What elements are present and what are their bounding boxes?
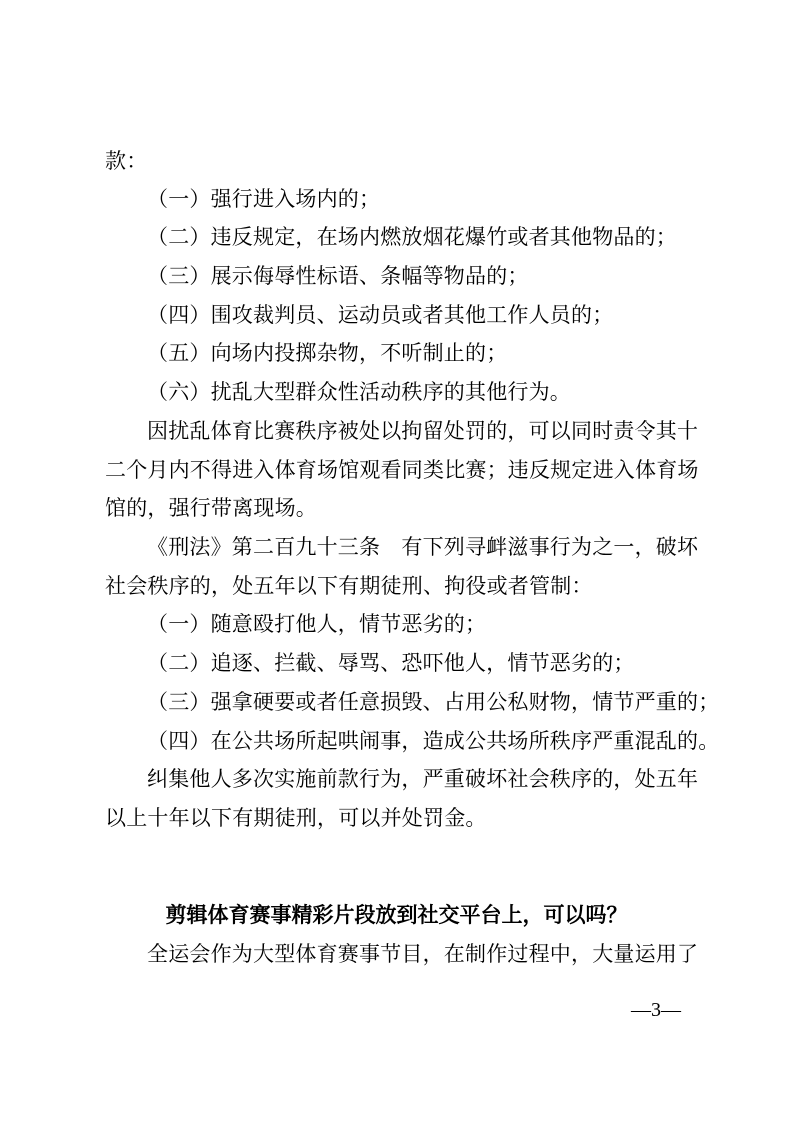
text-line: 纠集他人多次实施前款行为，严重破坏社会秩序的，处五年: [147, 767, 699, 791]
list-item: （一）强行进入场内的；: [147, 187, 381, 211]
text-line: 以上十年以下有期徒刑，可以并处罚金。: [105, 806, 487, 830]
page-number: —3—: [631, 999, 681, 1021]
text-line: 二个月内不得进入体育场馆观看同类比赛；违反规定进入体育场: [105, 458, 699, 482]
list-item: （四）围攻裁判员、运动员或者其他工作人员的；: [147, 303, 614, 327]
list-item: （一）随意殴打他人，情节恶劣的；: [147, 612, 487, 636]
text-line: 全运会作为大型体育赛事节目，在制作过程中，大量运用了: [147, 942, 699, 966]
text-line: 款：: [105, 149, 148, 173]
text-line: 馆的，强行带离现场。: [105, 496, 317, 520]
section-heading: 剪辑体育赛事精彩片段放到社交平台上，可以吗？: [165, 903, 628, 927]
text-line: 因扰乱体育比赛秩序被处以拘留处罚的，可以同时责令其十: [147, 419, 699, 443]
text-line: 《刑法》第二百九十三条 有下列寻衅滋事行为之一，破坏: [147, 535, 699, 559]
list-item: （三）展示侮辱性标语、条幅等物品的；: [147, 264, 529, 288]
list-item: （四）在公共场所起哄闹事，造成公共场所秩序严重混乱的。: [147, 729, 720, 753]
list-item: （五）向场内投掷杂物，不听制止的；: [147, 341, 508, 365]
list-item: （三）强拿硬要或者任意损毁、占用公私财物，情节严重的；: [147, 690, 720, 714]
list-item: （二）违反规定，在场内燃放烟花爆竹或者其他物品的；: [147, 225, 677, 249]
list-item: （六）扰乱大型群众性活动秩序的其他行为。: [147, 380, 571, 404]
list-item: （二）追逐、拦截、辱骂、恐吓他人，情节恶劣的；: [147, 651, 635, 675]
text-line: 社会秩序的，处五年以下有期徒刑、拘役或者管制：: [105, 574, 593, 598]
